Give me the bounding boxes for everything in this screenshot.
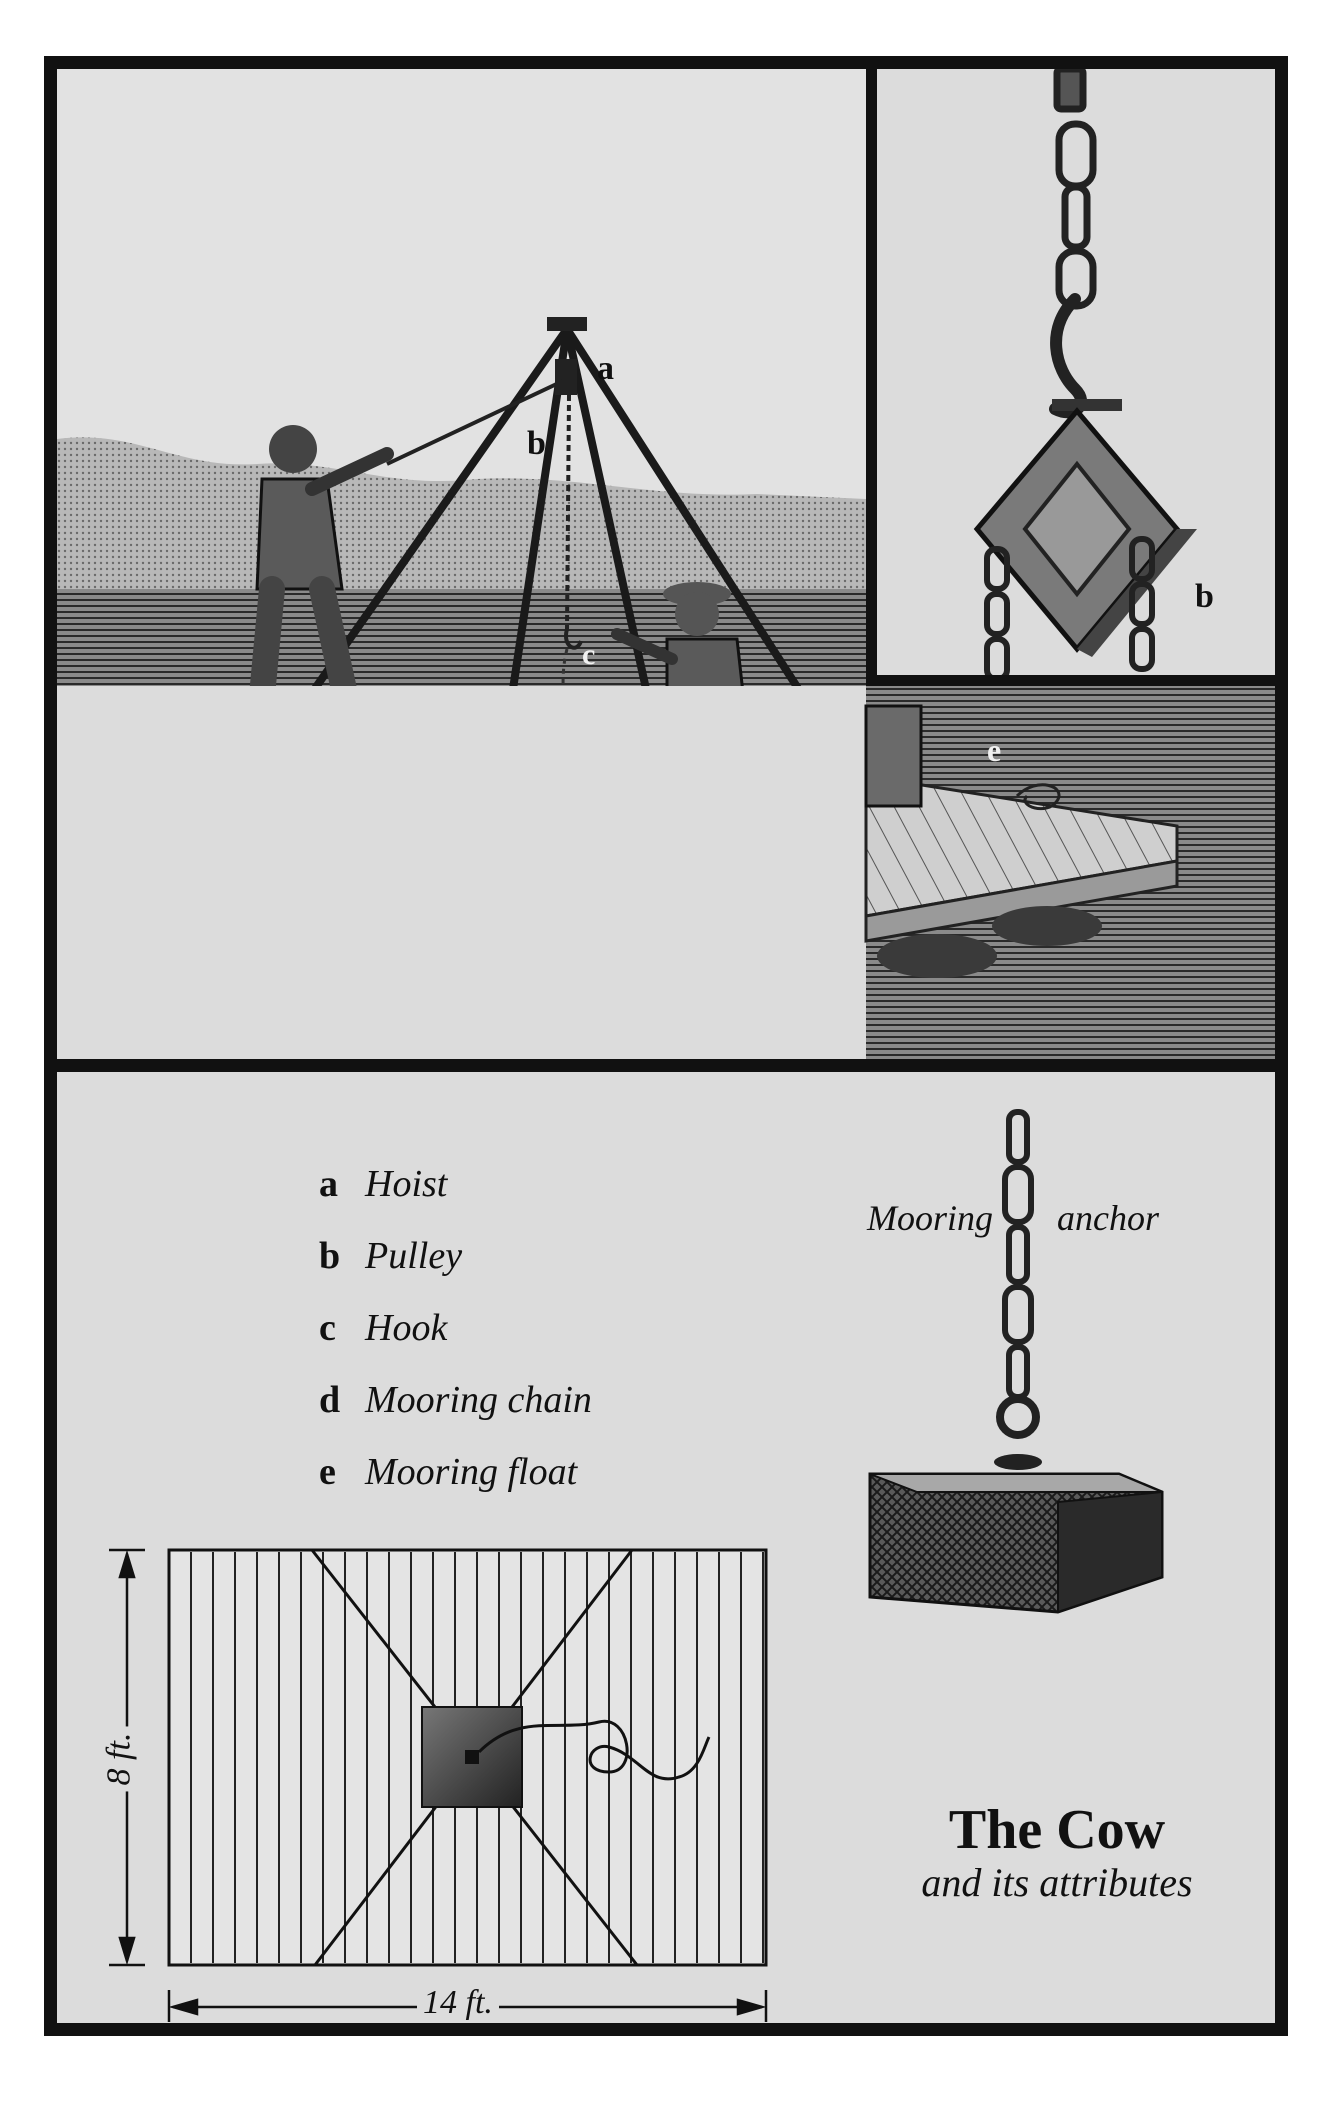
- hoist-cap: [547, 317, 587, 331]
- legend-and-plan-panel: [57, 1072, 1275, 2023]
- water-extension: [57, 686, 1275, 1059]
- label-c: c: [582, 638, 596, 671]
- label-e: e: [987, 732, 1002, 768]
- legend-text: Mooring float: [365, 1451, 578, 1493]
- raft-scene-extension: [57, 686, 1275, 1059]
- anchor-block: [870, 1454, 1162, 1612]
- raft-plan-view: [169, 1550, 766, 1965]
- figure-frame: [44, 56, 1288, 2036]
- height-label: 8 ft.: [100, 1727, 138, 1792]
- anchor-left-label: Mooring: [867, 1198, 993, 1238]
- legend-text: Hook: [365, 1307, 448, 1349]
- inset-label-b: b: [1195, 578, 1214, 615]
- width-label: 14 ft.: [417, 1984, 499, 2022]
- legend-key: b: [319, 1235, 341, 1277]
- pulley-detail-inset: [877, 69, 1275, 675]
- legend-text: Mooring chain: [365, 1379, 592, 1421]
- anchor-right-label: anchor: [1057, 1198, 1159, 1238]
- legend-key: d: [319, 1379, 341, 1421]
- legend-key: e: [319, 1451, 336, 1493]
- pulley-detail-illustration: [877, 69, 1275, 675]
- label-a: a: [597, 350, 614, 387]
- title-subtitle: and its attributes: [921, 1860, 1193, 1905]
- pulley-bar: [1052, 399, 1122, 411]
- legend-text: Pulley: [365, 1235, 463, 1277]
- title-main: The Cow: [948, 1799, 1166, 1861]
- figure-title: [857, 1800, 1257, 1906]
- legend-text: Hoist: [365, 1163, 448, 1205]
- label-b: b: [527, 425, 546, 462]
- inset-chain-top: [1057, 69, 1093, 306]
- inset-hook: [1055, 299, 1081, 412]
- legend-key: a: [319, 1163, 338, 1205]
- pulley-block: [555, 359, 577, 395]
- legend-key: c: [319, 1307, 336, 1349]
- anchor-chain: [1000, 1112, 1036, 1435]
